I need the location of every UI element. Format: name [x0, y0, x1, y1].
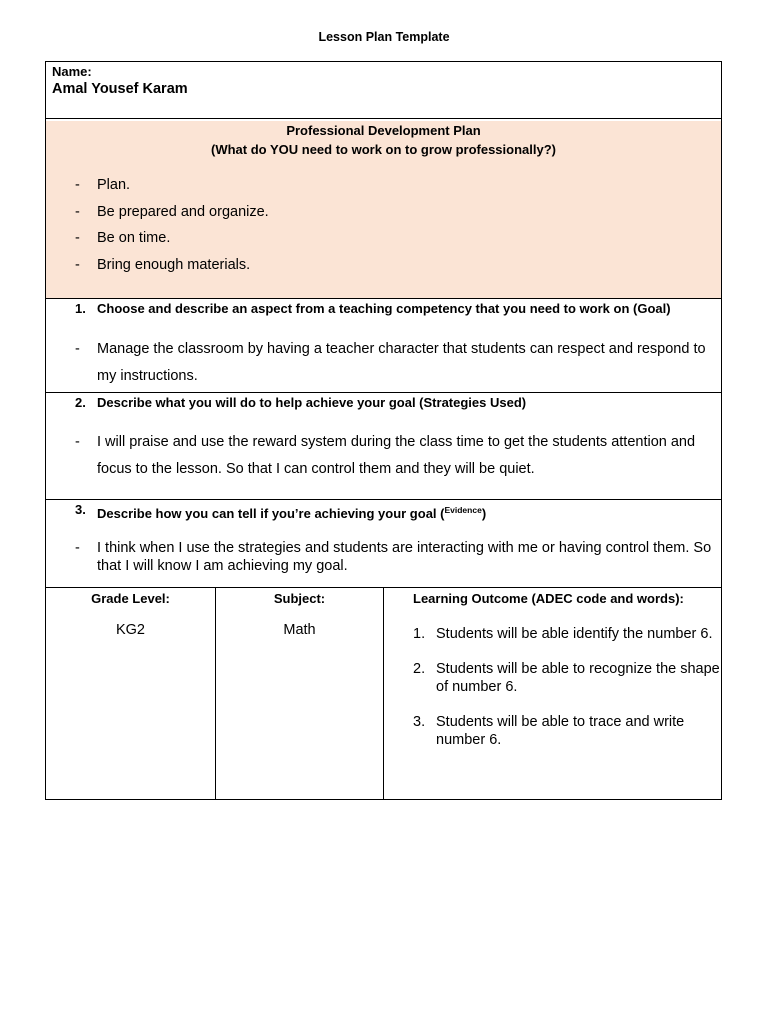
goal-body [46, 336, 715, 390]
pd-title: Professional Development Plan [286, 123, 481, 138]
dash-bullet: - [75, 434, 80, 450]
strategies-body [46, 429, 715, 483]
evidence-text: I think when I use the strategies and students are interacting with me or having control them. So that I will know I am achieving my goal. [97, 540, 712, 574]
grade-level-label: Grade Level: [91, 591, 170, 606]
pd-list [46, 172, 721, 278]
evidence-number: 3. [75, 502, 86, 517]
list-item [413, 625, 721, 643]
strategies-heading-text: Describe what you will do to help achieve your goal (Strategies Used) [97, 395, 527, 410]
dash-bullet: - [75, 230, 80, 246]
goal-heading-text: Choose and describe an aspect from a teaching competency that you need to work on (Goal) [97, 301, 671, 316]
professional-development-section [46, 121, 721, 299]
dash-bullet: - [75, 540, 80, 556]
evidence-heading [46, 502, 715, 522]
evidence-body [46, 539, 715, 575]
learning-outcome-list [413, 625, 721, 749]
pd-item: Be on time. [97, 230, 171, 246]
lesson-details-row [46, 588, 721, 799]
name-section [46, 62, 721, 119]
strategies-number: 2. [75, 395, 86, 410]
learning-outcome-cell [384, 588, 721, 799]
pd-item: Be prepared and organize. [97, 203, 269, 220]
list-item [413, 713, 721, 749]
pd-item: Plan. [97, 177, 131, 193]
subject-value: Math [283, 622, 316, 638]
pd-item: Bring enough materials. [97, 256, 251, 273]
dash-bullet: - [75, 341, 80, 357]
strategies-section [46, 395, 721, 500]
goal-text: Manage the classroom by having a teacher character that students can respect and respond to my instructions. [97, 341, 706, 384]
outcome-number: 3. [413, 714, 426, 730]
dash-bullet: - [75, 177, 80, 193]
list-item [46, 172, 721, 199]
name-value: Amal Yousef Karam [52, 81, 188, 97]
outcome-text: Students will be able identify the number 6. [436, 626, 713, 642]
list-item [413, 660, 721, 696]
evidence-heading-close: ) [481, 506, 487, 521]
strategies-text: I will praise and use the reward system during the class time to get the students attention and focus to the lesson. So that I can control them and they will be quiet. [97, 434, 696, 477]
outcome-number: 1. [413, 626, 426, 642]
subject-label: Subject: [273, 591, 326, 606]
lesson-plan-table [45, 61, 722, 800]
name-label: Name: [52, 64, 92, 79]
list-item [46, 539, 715, 575]
outcome-number: 2. [413, 661, 426, 677]
list-item [46, 252, 721, 279]
evidence-section [46, 502, 721, 588]
goal-heading [46, 301, 715, 317]
document-title: Lesson Plan Template [318, 30, 450, 44]
learning-outcome-label: Learning Outcome (ADEC code and words): [413, 591, 684, 606]
evidence-superscript: Evidence [444, 505, 482, 515]
list-item [46, 336, 715, 390]
strategies-heading [46, 395, 715, 411]
dash-bullet: - [75, 256, 80, 273]
grade-level-cell [46, 588, 216, 799]
evidence-heading-text: Describe how you can tell if you’re achieving your goal ( [97, 506, 445, 521]
dash-bullet: - [75, 203, 80, 220]
subject-cell [216, 588, 384, 799]
list-item [46, 225, 721, 252]
outcome-text: Students will be able to recognize the shape of number 6. [436, 661, 720, 695]
outcome-text: Students will be able to trace and write number 6. [436, 714, 685, 748]
list-item [46, 199, 721, 226]
list-item [46, 429, 715, 483]
grade-level-value: KG2 [115, 622, 145, 638]
goal-section [46, 301, 721, 393]
goal-number: 1. [75, 301, 86, 316]
pd-subtitle: (What do YOU need to work on to grow professionally?) [211, 142, 556, 157]
